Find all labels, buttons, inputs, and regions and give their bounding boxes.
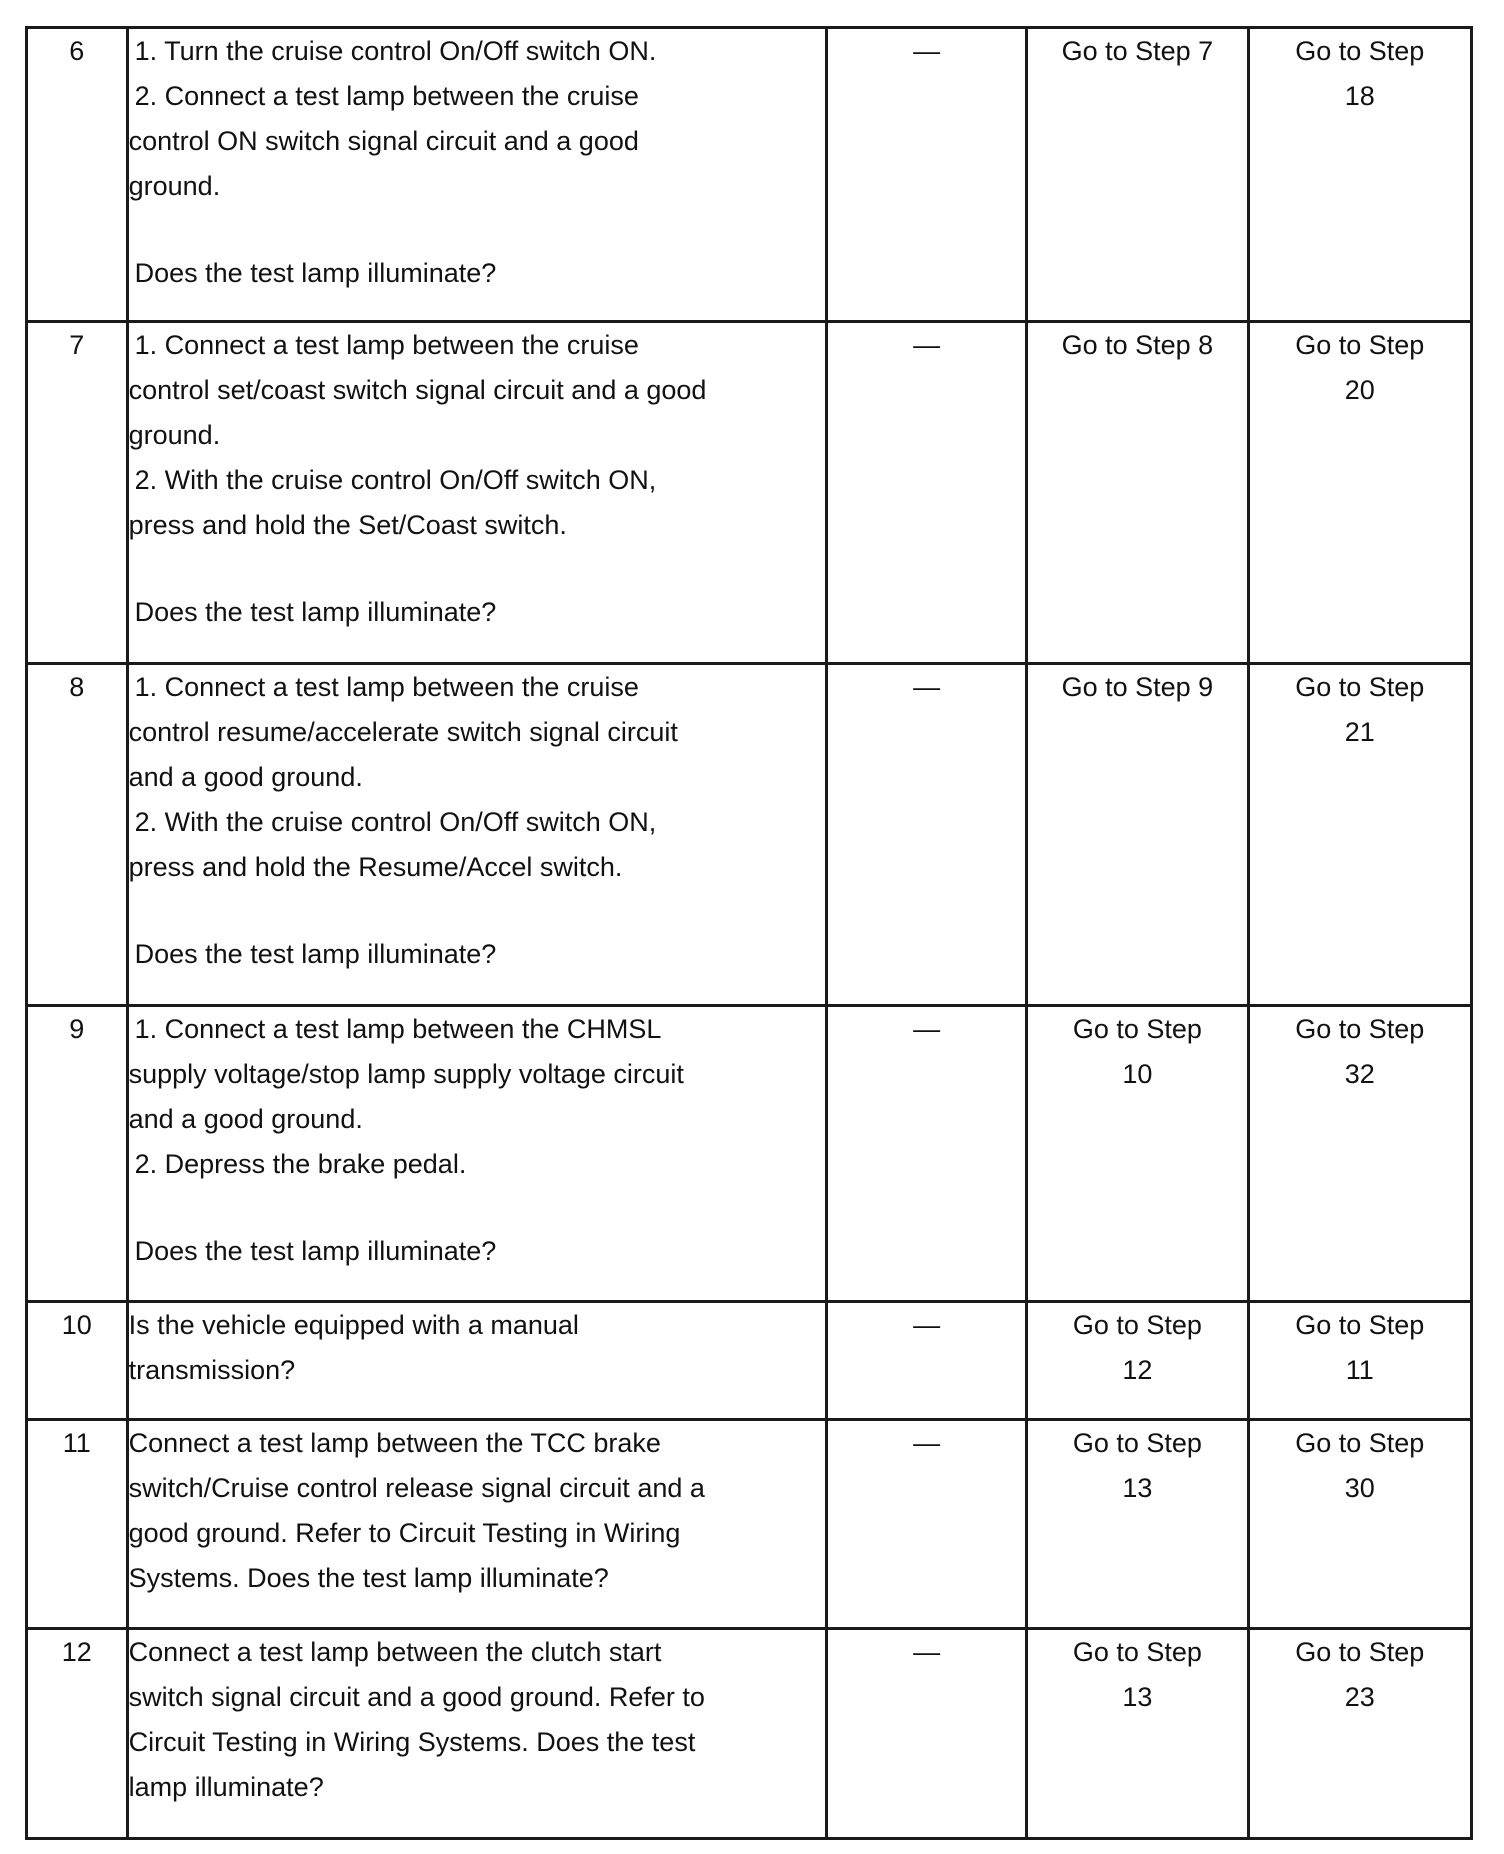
yes-action-text: Go to Step 7: [1061, 36, 1214, 66]
action-line: control resume/accelerate switch signal circuit: [128, 717, 678, 747]
action-line: Systems. Does the test lamp illuminate?: [128, 1563, 609, 1593]
action-line: control ON switch signal circuit and a good: [128, 126, 639, 156]
no-cell: [1248, 1420, 1471, 1629]
yes-cell: [1027, 28, 1248, 322]
yes-cell: [1027, 664, 1248, 1006]
yes-action-text: Go to Step: [1072, 1310, 1202, 1340]
action-line: 2. Depress the brake pedal.: [134, 1149, 467, 1179]
table-row: [27, 664, 1472, 1006]
action-cell: [127, 664, 826, 1006]
no-action-text: Go to Step: [1295, 1428, 1425, 1458]
yes-action-text: Go to Step 8: [1061, 330, 1214, 360]
action-line: supply voltage/stop lamp supply voltage circuit: [128, 1059, 684, 1089]
no-action-text: Go to Step: [1295, 1637, 1425, 1667]
action-line: 1. Connect a test lamp between the cruise: [134, 672, 639, 702]
action-line: ground.: [128, 420, 221, 450]
yes-cell: [1027, 1006, 1248, 1302]
question-text: Does the test lamp illuminate?: [134, 597, 497, 627]
no-action-text: Go to Step: [1295, 1310, 1425, 1340]
diagnostic-table-body: [27, 28, 1472, 1839]
step-number: 9: [27, 1006, 128, 1302]
action-line: and a good ground.: [128, 1104, 363, 1134]
value-dash: —: [913, 36, 941, 66]
action-line: 2. With the cruise control On/Off switch ON,: [134, 807, 657, 837]
action-line: Circuit Testing in Wiring Systems. Does the test: [128, 1727, 696, 1757]
action-line: Connect a test lamp between the TCC brake: [128, 1428, 661, 1458]
no-action-text: 32: [1344, 1059, 1375, 1089]
table-row: [27, 1420, 1472, 1629]
value-dash: —: [913, 1014, 941, 1044]
yes-cell: [1027, 322, 1248, 664]
action-line: 2. Connect a test lamp between the cruise: [134, 81, 639, 111]
action-line: and a good ground.: [128, 762, 363, 792]
yes-cell: [1027, 1302, 1248, 1420]
yes-action-text: 13: [1122, 1473, 1153, 1503]
value-dash: —: [913, 1310, 941, 1340]
action-line: switch signal circuit and a good ground. Refer to: [128, 1682, 705, 1712]
value-cell: [826, 1420, 1026, 1629]
yes-cell: [1027, 1420, 1248, 1629]
step-number: 6: [27, 28, 128, 322]
action-line: 1. Turn the cruise control On/Off switch ON.: [134, 36, 657, 66]
action-cell: [127, 1629, 826, 1839]
no-action-text: Go to Step: [1295, 672, 1425, 702]
value-cell: [826, 322, 1026, 664]
table-row: [27, 1006, 1472, 1302]
value-dash: —: [913, 1637, 941, 1667]
no-action-text: 20: [1344, 375, 1375, 405]
value-dash: —: [913, 1428, 941, 1458]
value-cell: [826, 1302, 1026, 1420]
action-line: press and hold the Resume/Accel switch.: [128, 852, 623, 882]
step-number: 7: [27, 322, 128, 664]
yes-action-text: Go to Step: [1072, 1428, 1202, 1458]
value-cell: [826, 664, 1026, 1006]
action-line: ground.: [128, 171, 221, 201]
no-cell: [1248, 28, 1471, 322]
value-cell: [826, 1629, 1026, 1839]
yes-action-text: Go to Step: [1072, 1014, 1202, 1044]
step-number: 8: [27, 664, 128, 1006]
question-text: Does the test lamp illuminate?: [134, 1236, 497, 1266]
no-cell: [1248, 1302, 1471, 1420]
no-action-text: Go to Step: [1295, 330, 1425, 360]
diagnostic-table: [25, 26, 1473, 1840]
action-line: lamp illuminate?: [128, 1772, 324, 1802]
question-text: Does the test lamp illuminate?: [134, 258, 497, 288]
action-cell: [127, 28, 826, 322]
yes-cell: [1027, 1629, 1248, 1839]
action-line: press and hold the Set/Coast switch.: [128, 510, 567, 540]
step-number: 11: [27, 1420, 128, 1629]
step-number: 10: [27, 1302, 128, 1420]
action-line: 1. Connect a test lamp between the CHMSL: [134, 1014, 662, 1044]
table-row: [27, 322, 1472, 664]
table-row: [27, 28, 1472, 322]
no-action-text: 18: [1344, 81, 1375, 111]
no-action-text: 30: [1344, 1473, 1375, 1503]
action-line: control set/coast switch signal circuit and a good: [128, 375, 707, 405]
yes-action-text: Go to Step 9: [1061, 672, 1214, 702]
no-action-text: 21: [1344, 717, 1375, 747]
yes-action-text: Go to Step: [1072, 1637, 1202, 1667]
question-text: Does the test lamp illuminate?: [134, 939, 497, 969]
yes-action-text: 13: [1122, 1682, 1153, 1712]
no-cell: [1248, 1006, 1471, 1302]
action-cell: [127, 1302, 826, 1420]
action-line: good ground. Refer to Circuit Testing in Wiring: [128, 1518, 681, 1548]
value-cell: [826, 28, 1026, 322]
action-cell: [127, 1420, 826, 1629]
action-line: Is the vehicle equipped with a manual: [128, 1310, 579, 1340]
action-line: transmission?: [128, 1355, 296, 1385]
step-number: 12: [27, 1629, 128, 1839]
value-dash: —: [913, 330, 941, 360]
table-row: [27, 1302, 1472, 1420]
action-line: Connect a test lamp between the clutch start: [128, 1637, 662, 1667]
no-cell: [1248, 322, 1471, 664]
yes-action-text: 12: [1122, 1355, 1153, 1385]
no-action-text: Go to Step: [1295, 36, 1425, 66]
yes-action-text: 10: [1122, 1059, 1153, 1089]
no-action-text: 23: [1344, 1682, 1375, 1712]
action-line: switch/Cruise control release signal circuit and a: [128, 1473, 705, 1503]
action-line: 1. Connect a test lamp between the cruise: [134, 330, 639, 360]
value-cell: [826, 1006, 1026, 1302]
table-row: [27, 1629, 1472, 1839]
action-cell: [127, 322, 826, 664]
no-action-text: Go to Step: [1295, 1014, 1425, 1044]
no-cell: [1248, 664, 1471, 1006]
action-cell: [127, 1006, 826, 1302]
no-cell: [1248, 1629, 1471, 1839]
no-action-text: 11: [1345, 1355, 1374, 1385]
value-dash: —: [913, 672, 941, 702]
action-line: 2. With the cruise control On/Off switch ON,: [134, 465, 657, 495]
